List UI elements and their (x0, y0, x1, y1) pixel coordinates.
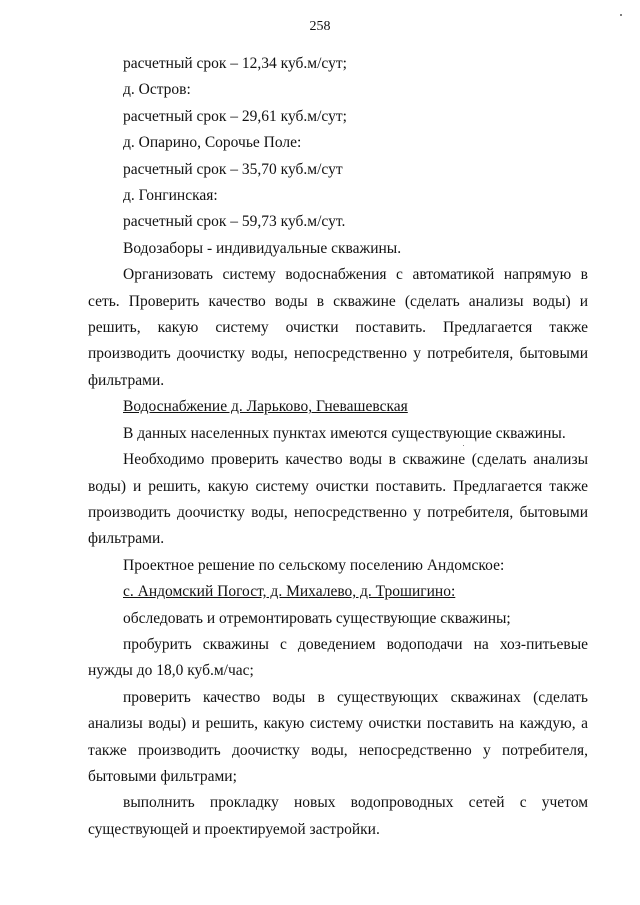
paragraph-9: Организовать систему водоснабжения с автоматикой напрямую в сеть. Проверить качество воды в скважине (сделать анализы воды) и решить, какую систему очистки поставить. Предлагается также производить доочистку воды, непосредственно у потребителя, бытовыми фильтрами. (88, 266, 588, 389)
scan-speck (620, 14, 622, 16)
paragraph-6: д. Гонгинская: (123, 187, 218, 205)
paragraph-18: выполнить прокладку новых водопроводных сетей с учетом существующей и проектируемой застройки. (88, 794, 588, 838)
paragraph-11: В данных населенных пунктах имеются существующие скважины. (123, 424, 566, 442)
scan-speck (463, 445, 464, 446)
paragraph-4: д. Опарино, Сорочье Поле: (123, 134, 302, 152)
section-heading-larkovo: Водоснабжение д. Ларьково, Гневашевская (123, 398, 408, 416)
section-heading-andomsky: с. Андомский Погост, д. Михалево, д. Трошигино: (123, 583, 456, 601)
paragraph-17: проверить качество воды в существующих скважинах (сделать анализы воды) и решить, какую систему очистки поставить на каждую, а также производить доочистку воды, непосредственно у потребителя, бытовыми фильтрами; (88, 688, 588, 785)
page-number: 258 (309, 19, 331, 34)
paragraph-8: Водозаборы - индивидуальные скважины. (123, 239, 402, 257)
paragraph-16: пробурить скважины с доведением водоподачи на хоз-питьевые нужды до 18,0 куб.м/час; (88, 635, 588, 680)
paragraph-1: расчетный срок – 12,34 куб.м/сут; (123, 55, 347, 72)
paragraph-13: Проектное решение по сельскому поселению Андомское: (123, 556, 505, 574)
document-body (88, 51, 588, 843)
paragraph-7: расчетный срок – 59,73 куб.м/сут. (123, 213, 346, 231)
paragraph-5: расчетный срок – 35,70 куб.м/сут (123, 160, 343, 178)
paragraph-15: обследовать и отремонтировать существующие скважины; (123, 609, 511, 627)
paragraph-2: д. Остров: (123, 81, 191, 99)
paragraph-3: расчетный срок – 29,61 куб.м/сут; (123, 107, 347, 125)
paragraph-12: Необходимо проверить качество воды в скважине (сделать анализы воды) и решить, какую систему очистки поставить. Предлагается также производить доочистку воды, непосредственно у потребителя, бытовыми фильтрами. (88, 451, 588, 548)
